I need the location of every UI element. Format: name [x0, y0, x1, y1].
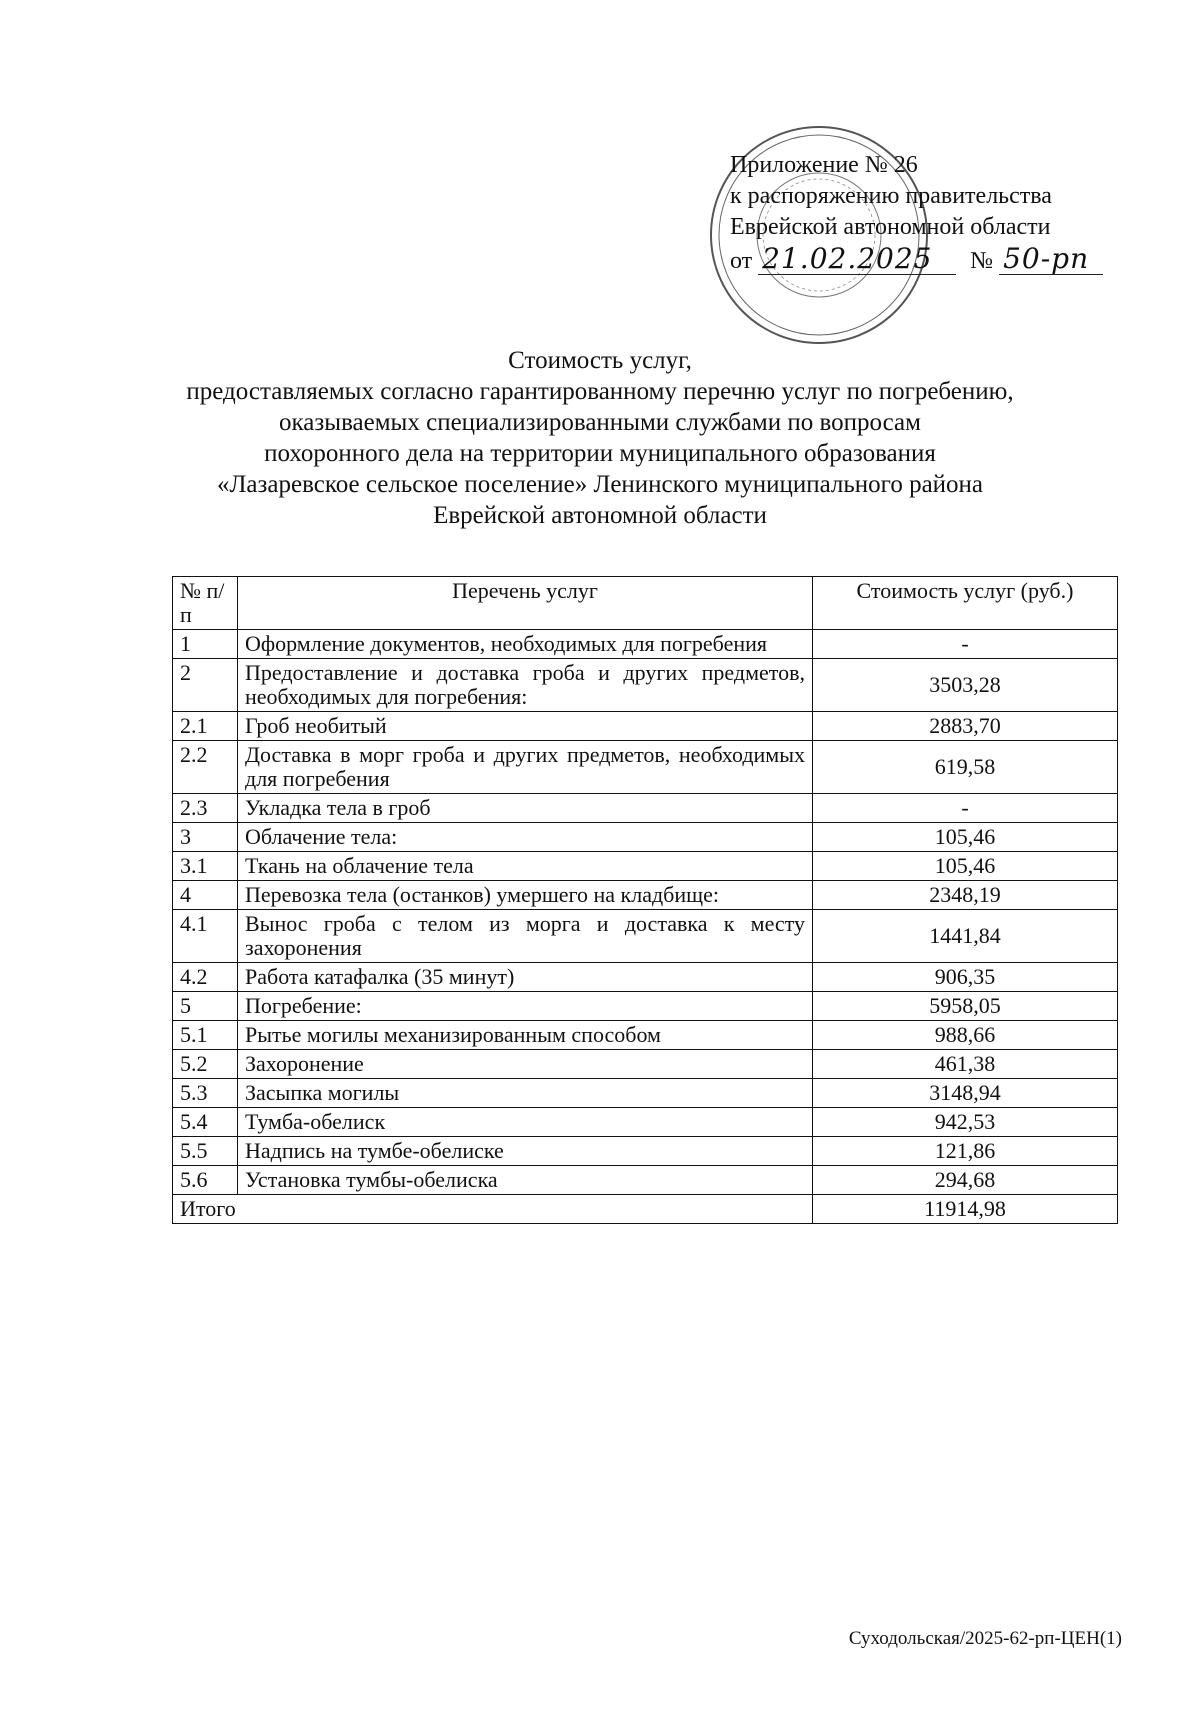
- row-number: 2.3: [173, 794, 238, 823]
- row-number: 2.2: [173, 741, 238, 794]
- row-cost: 942,53: [813, 1108, 1118, 1137]
- row-cost: 619,58: [813, 741, 1118, 794]
- services-cost-table: [172, 576, 1118, 1224]
- header-cost: Стоимость услуг (руб.): [813, 577, 1118, 630]
- row-number: 4.1: [173, 910, 238, 963]
- row-cost: 3148,94: [813, 1079, 1118, 1108]
- row-service-name: Предоставление и доставка гроба и других предметов, необходимых для погребения:: [238, 659, 813, 712]
- row-service-name: Засыпка могилы: [238, 1079, 813, 1108]
- table-row: [173, 1108, 1118, 1137]
- title-line-4: похоронного дела на территории муниципального образования: [264, 440, 936, 467]
- row-number: 1: [173, 630, 238, 659]
- table-row: [173, 992, 1118, 1021]
- table-row: [173, 1050, 1118, 1079]
- row-number: 3.1: [173, 852, 238, 881]
- title-line-3: оказываемых специализированными службами по вопросам: [279, 409, 921, 436]
- row-service-name: Вынос гроба с телом из морга и доставка к месту захоронения: [238, 910, 813, 963]
- document-code-footer: Суходольская/2025-62-рп-ЦЕН(1): [848, 1628, 1122, 1649]
- row-number: 4: [173, 881, 238, 910]
- appendix-order-ref: к распоряжению правительства: [730, 183, 1052, 209]
- table-header-row: [173, 577, 1118, 630]
- row-cost: 105,46: [813, 823, 1118, 852]
- table-row: [173, 1021, 1118, 1050]
- appendix-date-line: [730, 243, 1130, 277]
- row-number: 2.1: [173, 712, 238, 741]
- table-row: [173, 712, 1118, 741]
- row-cost: 906,35: [813, 963, 1118, 992]
- row-cost: 3503,28: [813, 659, 1118, 712]
- row-cost: 5958,05: [813, 992, 1118, 1021]
- row-cost: 121,86: [813, 1137, 1118, 1166]
- row-cost: -: [813, 630, 1118, 659]
- row-service-name: Тумба-обелиск: [238, 1108, 813, 1137]
- table-row: [173, 910, 1118, 963]
- row-cost: 461,38: [813, 1050, 1118, 1079]
- row-number: 5.2: [173, 1050, 238, 1079]
- row-number: 4.2: [173, 963, 238, 992]
- number-label: №: [970, 248, 994, 274]
- title-line-6: Еврейской автономной области: [433, 502, 767, 529]
- table-row: [173, 1166, 1118, 1195]
- title-line-2: предоставляемых согласно гарантированному перечню услуг по погребению,: [186, 378, 1014, 405]
- row-service-name: Установка тумбы-обелиска: [238, 1166, 813, 1195]
- table-row: [173, 881, 1118, 910]
- header-num: № п/п: [173, 577, 238, 630]
- row-service-name: Работа катафалка (35 минут): [238, 963, 813, 992]
- row-service-name: Облачение тела:: [238, 823, 813, 852]
- table-row: [173, 630, 1118, 659]
- row-service-name: Укладка тела в гроб: [238, 794, 813, 823]
- appendix-number: Приложение № 26: [730, 152, 918, 178]
- row-cost: -: [813, 794, 1118, 823]
- row-service-name: Перевозка тела (останков) умершего на кладбище:: [238, 881, 813, 910]
- row-service-name: Погребение:: [238, 992, 813, 1021]
- row-service-name: Надпись на тумбе-обелиске: [238, 1137, 813, 1166]
- handwritten-date: 21.02.2025: [758, 243, 956, 275]
- table-row: [173, 741, 1118, 794]
- row-number: 5: [173, 992, 238, 1021]
- row-service-name: Рытье могилы механизированным способом: [238, 1021, 813, 1050]
- table-row: [173, 1079, 1118, 1108]
- appendix-header: [730, 150, 1130, 277]
- row-cost: 2348,19: [813, 881, 1118, 910]
- row-cost: 105,46: [813, 852, 1118, 881]
- row-number: 3: [173, 823, 238, 852]
- row-service-name: Оформление документов, необходимых для погребения: [238, 630, 813, 659]
- title-line-1: Стоимость услуг,: [508, 347, 692, 374]
- row-service-name: Гроб необитый: [238, 712, 813, 741]
- table-row: [173, 1137, 1118, 1166]
- table-body: [173, 630, 1118, 1195]
- row-number: 5.1: [173, 1021, 238, 1050]
- row-number: 5.6: [173, 1166, 238, 1195]
- table-row: [173, 659, 1118, 712]
- row-number: 5.4: [173, 1108, 238, 1137]
- row-cost: 2883,70: [813, 712, 1118, 741]
- table-total-row: [173, 1195, 1118, 1224]
- header-service-list: Перечень услуг: [238, 577, 813, 630]
- row-cost: 988,66: [813, 1021, 1118, 1050]
- table-row: [173, 852, 1118, 881]
- table-row: [173, 794, 1118, 823]
- row-service-name: Ткань на облачение тела: [238, 852, 813, 881]
- row-cost: 1441,84: [813, 910, 1118, 963]
- from-label: от: [730, 248, 753, 274]
- row-number: 5.3: [173, 1079, 238, 1108]
- total-value: 11914,98: [813, 1195, 1118, 1224]
- row-service-name: Доставка в морг гроба и других предметов, необходимых для погребения: [238, 741, 813, 794]
- row-service-name: Захоронение: [238, 1050, 813, 1079]
- row-number: 5.5: [173, 1137, 238, 1166]
- document-title: [100, 345, 1100, 531]
- table-row: [173, 963, 1118, 992]
- title-line-5: «Лазаревское сельское поселение» Ленинского муниципального района: [216, 471, 984, 498]
- appendix-government: Еврейской автономной области: [730, 214, 1051, 240]
- table-row: [173, 823, 1118, 852]
- total-label: Итого: [173, 1195, 813, 1224]
- row-number: 2: [173, 659, 238, 712]
- row-cost: 294,68: [813, 1166, 1118, 1195]
- handwritten-number: 50-рп: [999, 243, 1103, 275]
